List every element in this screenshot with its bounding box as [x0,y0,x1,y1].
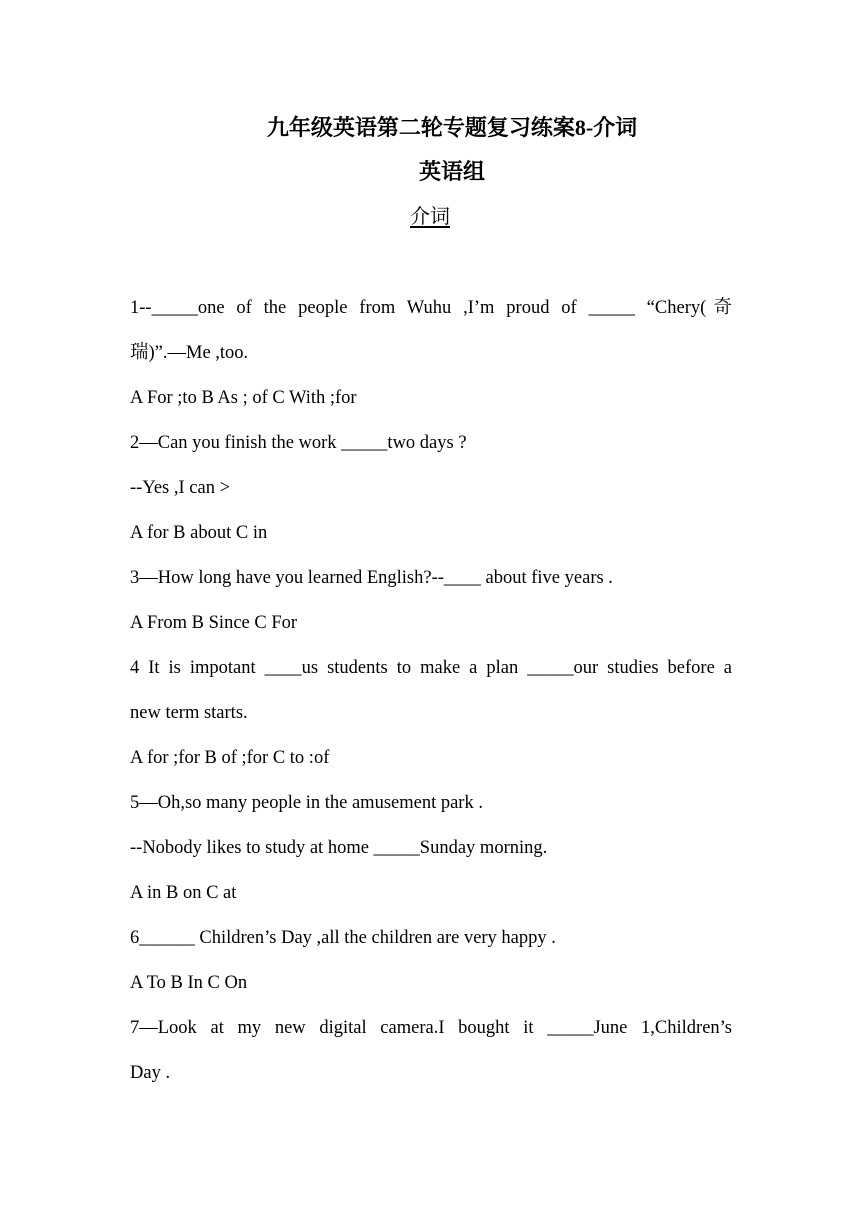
question-6-line-1: 6______ Children’s Day ,all the children are very happy . [130,928,556,948]
question-7-line-2: Day . [130,1063,171,1083]
question-5-line-1: 5—Oh,so many people in the amusement park . [130,793,483,813]
question-2-options: A for B about C in [130,523,268,543]
question-4-line-2: new term starts. [130,703,248,723]
question-2-line-1: 2—Can you finish the work _____two days ? [130,433,467,453]
topic-heading-text: 介词 [410,206,450,228]
question-7-line-1: 7—Look at my new digital camera.I bought it _____June 1,Children’s [130,1018,732,1038]
question-2-line-2: --Yes ,I can > [130,478,231,498]
question-4-options: A for ;for B of ;for C to :of [130,748,330,768]
question-5-options: A in B on C at [130,883,237,903]
question-6-options: A To B In C On [130,973,248,993]
question-4-line-1: 4 It is impotant ____us students to make a plan _____our studies before a [130,658,732,678]
topic-heading [0,203,860,231]
question-5-line-2: --Nobody likes to study at home _____Sunday morning. [130,838,548,858]
question-1-line-2: 瑞)”.—Me ,too. [130,343,249,363]
question-1-options: A For ;to B As ; of C With ;for [130,388,357,408]
question-3-line-1: 3—How long have you learned English?--____ about five years . [130,568,613,588]
question-3-options: A From B Since C For [130,613,298,633]
author-group: 英语组 [418,159,485,184]
question-1-line-1: 1--_____one of the people from Wuhu ,I’m proud of _____ “Chery(奇 [130,298,732,318]
page-title: 九年级英语第二轮专题复习练案8-介词 [266,115,638,140]
